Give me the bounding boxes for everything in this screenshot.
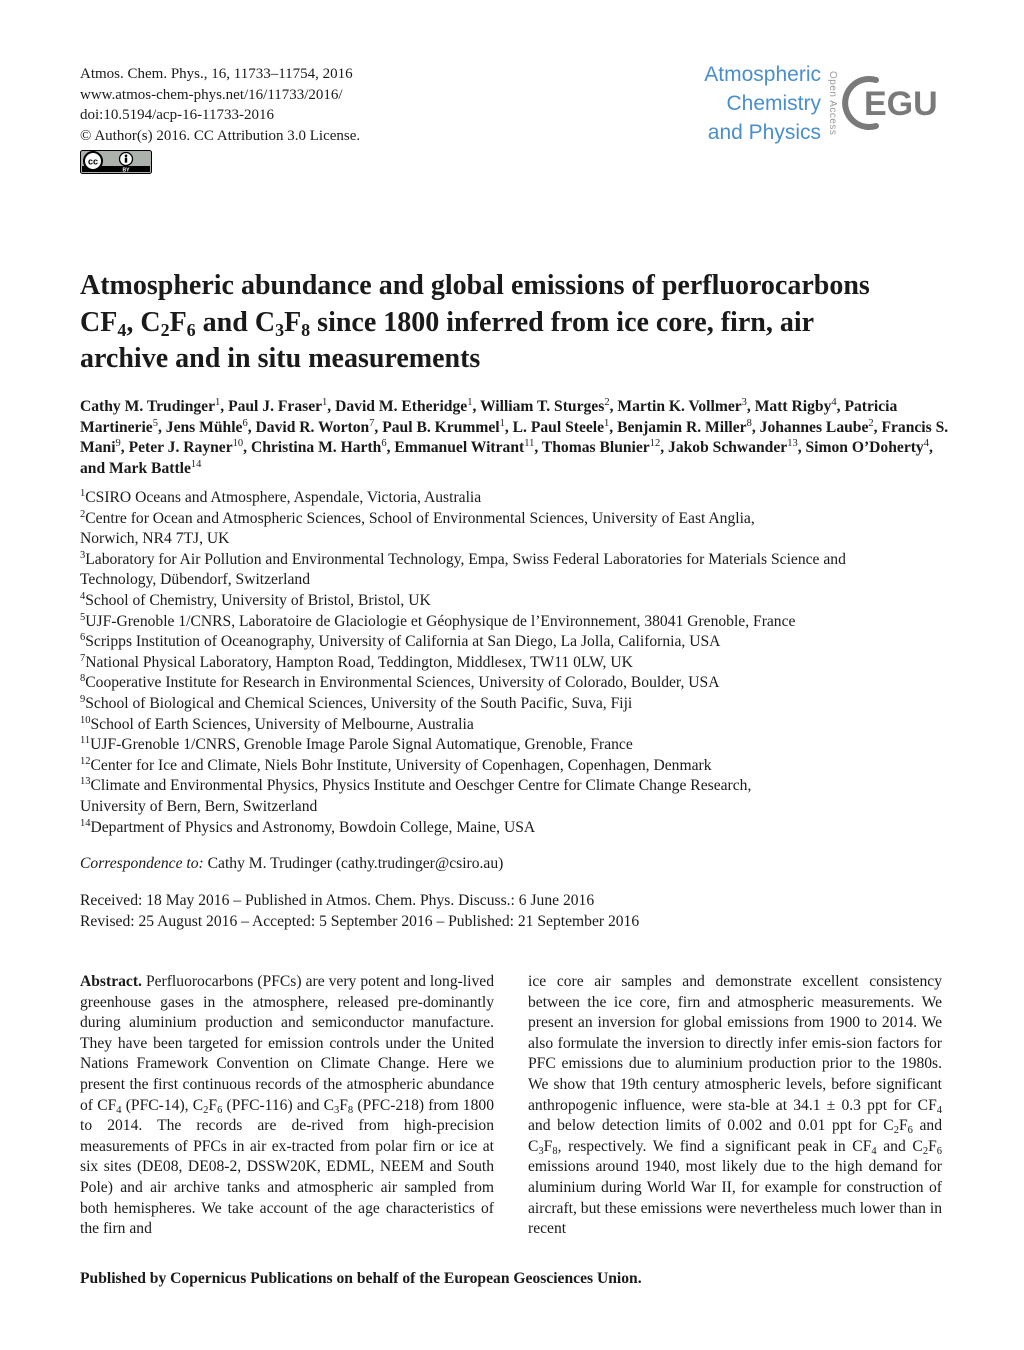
author-affiliation-mark: 11 [524, 438, 535, 450]
affiliation-number: 8 [80, 673, 86, 685]
author-affiliation-mark: 1 [467, 397, 473, 408]
author-name: Peter J. Rayner [128, 439, 233, 457]
affiliation-text: Laboratory for Air Pollution and Environmental Technology, Empa, Swiss Federal Laboratories for Materials Science and [85, 550, 846, 568]
doi[interactable]: doi:10.5194/acp-16-11733-2016 [80, 107, 274, 123]
subscript: 2 [922, 1145, 929, 1157]
author-name: Thomas Blunier [541, 439, 650, 457]
abstract-text: emissions around 1940, most likely due to the high demand for aluminium during World War II, for example for construction of aircraft, but these emissions were nevertheless much lower than in recent [528, 1158, 942, 1238]
abstract-text: (PFC-116) and C [222, 1096, 334, 1114]
title-formula: F [284, 306, 302, 338]
journal-name-line: Chemistry [726, 91, 821, 115]
author-affiliation-mark: 12 [649, 438, 661, 450]
publication-dates [80, 891, 639, 932]
affiliation-number: 1 [80, 488, 86, 499]
author-list: Cathy M. Trudinger$^1$, Paul J. Fraser$^1$, David M. Etheridge$^1$, William T. Sturges$^2$, Martin K. Vollmer$^3$, Matt Rigby$^4$, Patricia Martinerie$^5$, Jens Mühle$^6$, David R. Worton$^7$, Paul B. Krummel$^1$, L. Paul Steele$^1$, Benjamin R. Miller$^8$, Johannes Laube$^2$, Francis S. Mani$^9$, Peter J. Rayner$^{10}$, Christina M. Harth$^6$, Emmanuel Witrant$^{11}$, Thomas Blunier$^{12}$, Jakob Schwander$^{13}$, Simon O’Doherty$^4$, and Mark Battle$^{14}$ [80, 397, 949, 477]
affiliation-number: 3 [80, 549, 86, 561]
affiliation-number: 4 [80, 590, 86, 602]
affiliation-number: 2 [80, 508, 86, 520]
affiliation-number: 10 [80, 714, 91, 726]
abstract-text: , respectively. We find a significant peak in CF [557, 1137, 872, 1155]
affiliation [80, 488, 960, 509]
affiliation-text: Centre for Ocean and Atmospheric Sciences, School of Environmental Sciences, University of East Anglia, [85, 509, 755, 527]
affiliation-text: CSIRO Oceans and Atmosphere, Aspendale, Victoria, Australia [85, 489, 482, 506]
author-name: L. Paul Steele [512, 418, 605, 436]
author-affiliation-mark: 2 [868, 417, 874, 429]
author-affiliation-mark: 1 [322, 397, 328, 408]
title-formula: C [140, 306, 161, 338]
correspondence [80, 854, 503, 874]
abstract-text: F [339, 1096, 348, 1114]
cc-by-label: BY [122, 167, 130, 174]
affiliation-text: Center for Ice and Climate, Niels Bohr Institute, University of Copenhagen, Copenhagen, Denmark [90, 756, 712, 774]
author-name: Patricia Martinerie [80, 398, 898, 436]
author-affiliation-mark: 1 [215, 397, 221, 408]
citation: Atmos. Chem. Phys., 16, 11733–11754, 2016 [80, 66, 353, 82]
subscript: 6 [936, 1145, 942, 1157]
title-formula: C [254, 306, 276, 338]
affiliation [80, 735, 960, 756]
subscript: 3 [538, 1145, 544, 1157]
correspondence-contact[interactable]: Cathy M. Trudinger (cathy.trudinger@csiro.au) [203, 855, 504, 872]
abstract-text: ice core air samples and demonstrate excellent consistency between the ice core, firn and atmospheric measurements. We present an inversion for global emissions from 1900 to 2014. We also formulate the inversion to directly infer emis-sion factors for PFC emissions due to aluminium production prior to the 1980s. We show that 19th century atmospheric levels, before significant anthropogenic influence, were sta-ble at 34.1 ± 0.3 ppt for CF [528, 973, 942, 1114]
subscript: 4 [936, 1104, 942, 1116]
abstract-text: F [543, 1137, 553, 1155]
svg-text:cc: cc [87, 156, 99, 167]
author-name: Paul B. Krummel [382, 418, 500, 436]
author-name: Jakob Schwander [668, 439, 788, 457]
author-name: Martin K. Vollmer [617, 398, 742, 415]
revised-line: Revised: 25 August 2016 – Accepted: 5 September 2016 – Published: 21 September 2016 [80, 912, 640, 930]
license-line: © Author(s) 2016. CC Attribution 3.0 License. [80, 127, 361, 144]
author-affiliation-mark: 6 [242, 417, 248, 429]
affiliation-text: School of Earth Sciences, University of Melbourne, Australia [90, 715, 474, 733]
author-affiliation-mark: 7 [369, 417, 375, 429]
author-affiliation-mark: 10 [232, 438, 244, 450]
affiliation-text: Scripps Institution of Oceanography, University of California at San Diego, La Jolla, California, USA [85, 633, 721, 651]
subscript: 8 [552, 1145, 558, 1157]
abstract-text: and C [528, 1117, 942, 1155]
affiliation-text: UJF-Grenoble 1/CNRS, Laboratoire de Glaciologie et Géophysique de l’Environnement, 38041 Grenoble, France [85, 612, 796, 630]
affiliation [80, 509, 960, 550]
affiliation-text: Norwich, NR4 7TJ, UK [80, 530, 230, 548]
affiliation-text: University of Bern, Bern, Switzerland [80, 797, 318, 815]
affiliation [80, 653, 960, 674]
abstract-text: (PFC-14), C [121, 1096, 204, 1114]
affiliation-number: 13 [80, 776, 91, 788]
author-affiliation-mark: 13 [787, 438, 798, 450]
egu-letters: EGU [864, 85, 938, 123]
author-affiliation-mark: 5 [152, 417, 158, 429]
affiliation [80, 550, 960, 591]
affiliation-text: School of Chemistry, University of Bristol, Bristol, UK [85, 591, 431, 609]
author-affiliation-mark: 14 [190, 458, 202, 470]
author-affiliation-mark: 4 [831, 397, 837, 408]
author-name: Emmanuel Witrant [394, 439, 525, 457]
author-affiliation-mark: 4 [923, 438, 929, 450]
title-formula: CF [80, 306, 118, 338]
author-name: Christina M. Harth [250, 439, 382, 457]
author-affiliation-mark: 3 [741, 397, 747, 408]
author-affiliation-mark: 1 [499, 417, 505, 429]
author-name: Jens Mühle [165, 418, 243, 436]
correspondence-label: Correspondence to: [80, 855, 204, 872]
subscript: 4 [116, 1104, 122, 1116]
author-name: Francis S. Mani [80, 418, 949, 457]
cc-by-license-icon[interactable] [80, 150, 152, 174]
subscript: 2 [160, 319, 170, 340]
author-name: David M. Etheridge [335, 398, 468, 415]
abstract-text: F [898, 1117, 908, 1135]
open-access-label: Open Access [827, 70, 838, 136]
author-name: Cathy M. Trudinger [80, 398, 216, 415]
author-name: Simon O’Doherty [805, 439, 924, 457]
abstract-text: and C [876, 1137, 923, 1155]
author-affiliation-mark: 1 [604, 417, 610, 429]
author-name: Mark Battle [109, 459, 191, 477]
author-affiliation-mark: 8 [746, 417, 752, 429]
author-name: Matt Rigby [754, 398, 832, 415]
article-url[interactable]: www.atmos-chem-phys.net/16/11733/2016/ [80, 86, 343, 103]
affiliation [80, 818, 960, 839]
subscript: 2 [203, 1104, 209, 1116]
title-line-1: Atmospheric abundance and global emissions of perfluorocarbons [80, 270, 870, 301]
affiliation [80, 776, 960, 817]
affiliation [80, 612, 960, 633]
author-affiliation-mark: 6 [381, 438, 387, 450]
journal-name [704, 60, 821, 147]
affiliation [80, 632, 960, 653]
affiliation-text: Climate and Environmental Physics, Physics Institute and Oeschger Centre for Climate Change Research, [90, 777, 752, 795]
subscript: 6 [217, 1104, 223, 1116]
subscript: 3 [333, 1104, 340, 1116]
subscript: 4 [871, 1145, 877, 1157]
publisher-footer: Published by Copernicus Publications on behalf of the European Geosciences Union. [80, 1270, 642, 1287]
affiliation [80, 673, 960, 694]
journal-name-line: Atmospheric [704, 62, 821, 86]
affiliation-text: Cooperative Institute for Research in Environmental Sciences, University of Colorado, Boulder, USA [85, 674, 720, 692]
journal-logo[interactable] [704, 58, 944, 148]
subscript: 6 [186, 319, 196, 340]
article-metadata [80, 64, 360, 146]
affiliation-text: Technology, Dübendorf, Switzerland [80, 571, 311, 589]
affiliation-text: UJF-Grenoble 1/CNRS, Grenoble Image Parole Signal Automatique, Grenoble, France [90, 736, 633, 754]
author-affiliation-mark: 2 [604, 397, 610, 408]
title-text: and [195, 306, 255, 338]
affiliation-number: 14 [80, 817, 91, 829]
abstract-column-right [528, 972, 942, 1240]
affiliation-number: 7 [80, 652, 86, 664]
author-name: Paul J. Fraser [228, 398, 323, 415]
title-line-3: archive and in situ measurements [80, 343, 481, 374]
title-formula: F [169, 306, 187, 338]
affiliation [80, 694, 960, 715]
affiliation-number: 5 [80, 611, 86, 623]
egu-logo-icon [842, 70, 944, 136]
affiliation [80, 591, 960, 612]
affiliation-text: National Physical Laboratory, Hampton Road, Teddington, Middlesex, TW11 0LW, UK [85, 653, 633, 671]
title-line-2: since 1800 inferred from ice core, firn, air [310, 306, 815, 338]
author-affiliation-mark: 9 [115, 438, 121, 450]
abstract-text: (PFC-218) from 1800 to 2014. The records are de-rived from high-precision measurements of PFCs in air ex-tracted from polar firn or ice at six sites (DE08, DE08-2, DSSW20K, EDML, NEEM and South Pole) and air archive tanks and atmospheric air sampled from both hemispheres. We take account of the age characteristics of the firn and [80, 1096, 494, 1238]
author-name: Benjamin R. Miller [617, 418, 747, 436]
subscript: 6 [907, 1125, 913, 1137]
affiliation [80, 756, 960, 777]
author-name: David R. Worton [255, 418, 370, 436]
subscript: 4 [117, 319, 127, 340]
affiliation-number: 9 [80, 693, 86, 705]
abstract-text: F [208, 1096, 218, 1114]
affiliation-list [80, 488, 960, 838]
subscript: 8 [301, 319, 311, 340]
subscript: 2 [893, 1125, 899, 1137]
author-name: William T. Sturges [479, 398, 605, 415]
author-name: Johannes Laube [759, 418, 869, 436]
affiliation-number: 12 [80, 755, 91, 767]
affiliation-number: 11 [80, 735, 91, 747]
affiliation-number: 6 [80, 632, 86, 644]
paper-title: Atmospheric abundance and global emissions of perfluorocarbons $CF_4$, $C_2F_6$ and $C_3F_8$ since 1800 inferred from ice core, firn, air archive and in situ measurements [80, 270, 870, 374]
abstract-heading: Abstract. [80, 973, 142, 990]
received-line: Received: 18 May 2016 – Published in Atmos. Chem. Phys. Discuss.: 6 June 2016 [80, 892, 595, 909]
abstract-text: Perfluorocarbons (PFCs) are very potent and long-lived greenhouse gases in the atmosphere, released pre-dominantly during aluminium production and semiconductor manufacture. They have been targeted for emission controls under the United Nations Framework Convention on Climate Change. Here we present the first continuous records of the atmospheric abundance of CF [80, 973, 494, 1114]
affiliation-text: Department of Physics and Astronomy, Bowdoin College, Maine, USA [90, 818, 536, 836]
abstract-column-left [80, 972, 494, 1240]
abstract-text: and below detection limits of 0.002 and 0.01 ppt for C [528, 1117, 894, 1135]
subscript: 3 [275, 319, 285, 340]
abstract-text: F [928, 1137, 937, 1155]
affiliation-text: School of Biological and Chemical Sciences, University of the South Pacific, Suva, Fiji [85, 694, 633, 712]
journal-name-line: and Physics [707, 120, 821, 144]
affiliation [80, 715, 960, 736]
subscript: 8 [347, 1104, 354, 1116]
